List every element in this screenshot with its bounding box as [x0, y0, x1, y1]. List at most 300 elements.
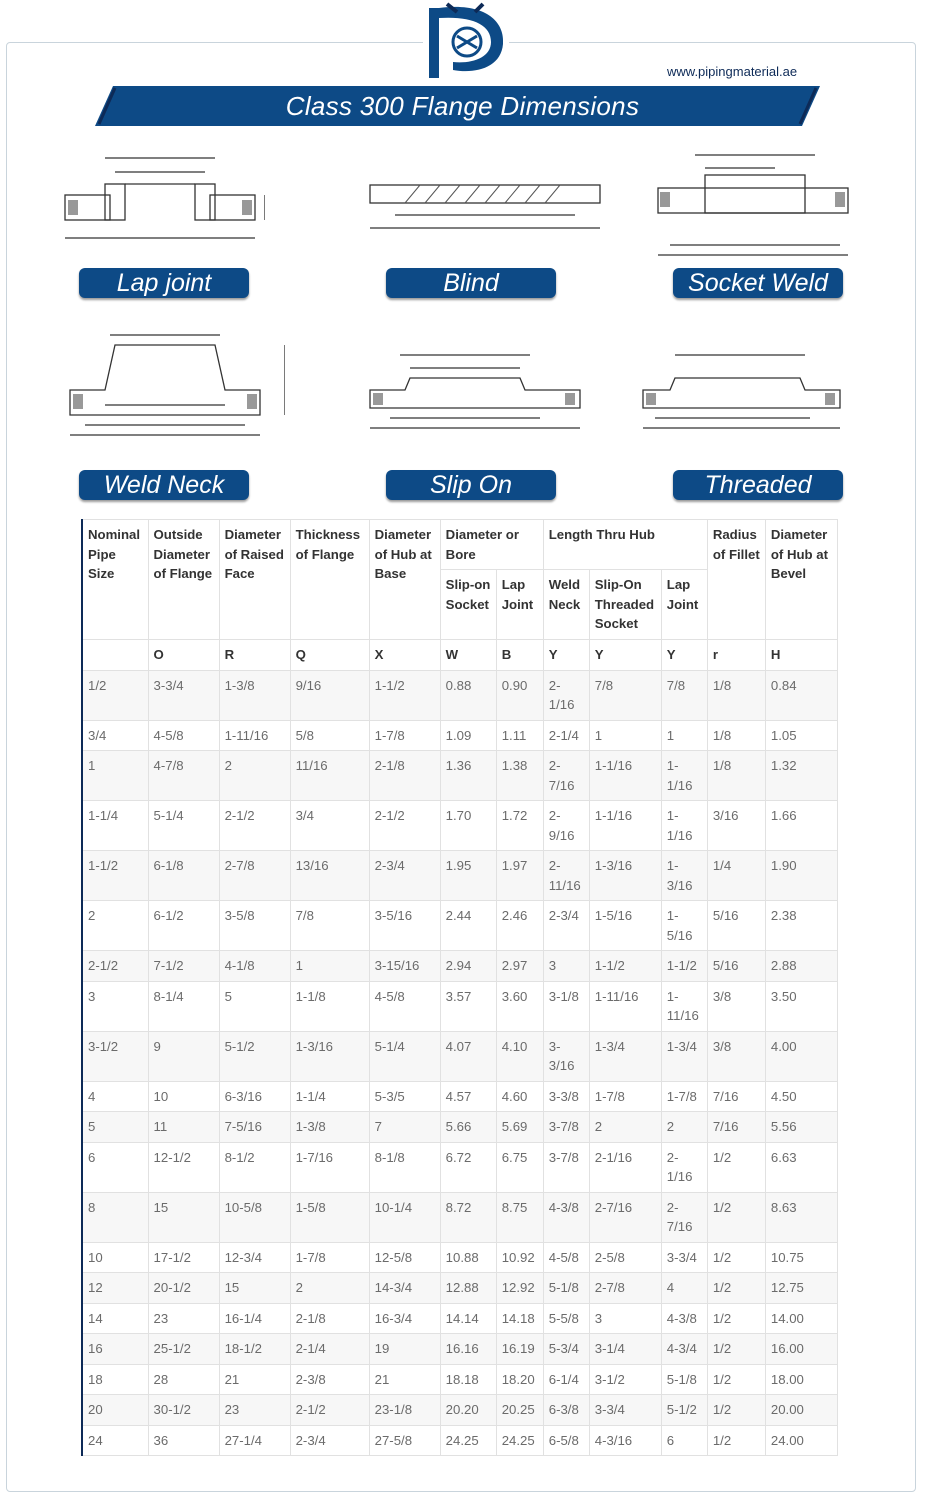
table-cell: 2	[290, 1273, 369, 1304]
table-cell: 3/8	[707, 1031, 765, 1081]
table-cell: 1-3/16	[290, 1031, 369, 1081]
table-row	[82, 1303, 838, 1334]
table-cell: 1-3/16	[589, 851, 661, 901]
table-cell: 1.70	[440, 801, 496, 851]
table-cell: 1.72	[496, 801, 543, 851]
page-title: Class 300 Flange Dimensions	[285, 91, 640, 121]
table-cell: 2-9/16	[543, 801, 589, 851]
table-cell: 8.63	[765, 1192, 837, 1242]
table-cell: 6	[661, 1425, 707, 1456]
table-cell: 1.97	[496, 851, 543, 901]
table-cell: 7-1/2	[148, 951, 219, 982]
weld-neck-drawing	[65, 330, 285, 440]
table-row	[82, 1395, 838, 1426]
table-cell: 1-11/16	[589, 981, 661, 1031]
site-url[interactable]: www.pipingmaterial.ae	[667, 64, 798, 79]
table-cell: 3-3/4	[661, 1242, 707, 1273]
table-cell: 5.69	[496, 1112, 543, 1143]
table-cell: 2.97	[496, 951, 543, 982]
subheader-slip-threaded-socket: Slip-On Threaded Socket	[589, 570, 661, 640]
table-cell: 1/8	[707, 670, 765, 720]
header-nominal: Nominal Pipe Size	[82, 520, 148, 640]
table-cell: 2-1/16	[589, 1142, 661, 1192]
table-cell: 2-11/16	[543, 851, 589, 901]
symbol-cell: Y	[543, 639, 589, 670]
table-cell: 2.88	[765, 951, 837, 982]
symbol-cell: O	[148, 639, 219, 670]
table-cell: 3-5/8	[219, 901, 290, 951]
table-cell: 20	[82, 1395, 148, 1426]
symbol-cell: W	[440, 639, 496, 670]
table-cell: 2-1/2	[290, 1395, 369, 1426]
table-cell: 2-1/16	[661, 1142, 707, 1192]
table-cell: 5-3/4	[543, 1334, 589, 1365]
table-cell: 1-7/8	[589, 1081, 661, 1112]
table-cell: 1.32	[765, 751, 837, 801]
table-cell: 3-15/16	[369, 951, 440, 982]
table-cell: 1-1/16	[661, 751, 707, 801]
table-cell: 2-1/4	[543, 720, 589, 751]
table-cell: 18.00	[765, 1364, 837, 1395]
table-cell: 5-1/2	[661, 1395, 707, 1426]
table-cell: 2.46	[496, 901, 543, 951]
table-cell: 10	[82, 1242, 148, 1273]
symbol-cell: Y	[661, 639, 707, 670]
table-cell: 1/8	[707, 751, 765, 801]
table-cell: 8.75	[496, 1192, 543, 1242]
table-row	[82, 1142, 838, 1192]
table-row	[82, 751, 838, 801]
symbol-cell: R	[219, 639, 290, 670]
socket-weld-drawing	[650, 150, 865, 260]
table-cell: 2-1/2	[369, 801, 440, 851]
table-cell: 21	[219, 1364, 290, 1395]
table-cell: 1-7/8	[290, 1242, 369, 1273]
table-cell: 24.25	[440, 1425, 496, 1456]
table-cell: 1-3/4	[589, 1031, 661, 1081]
table-cell: 1-3/8	[290, 1112, 369, 1143]
table-row	[82, 1031, 838, 1081]
table-cell: 2-3/4	[369, 851, 440, 901]
table-cell: 12.75	[765, 1273, 837, 1304]
table-cell: 2-3/8	[290, 1364, 369, 1395]
table-row	[82, 1192, 838, 1242]
table-cell: 7/8	[589, 670, 661, 720]
table-cell: 6-3/16	[219, 1081, 290, 1112]
table-cell: 1	[82, 751, 148, 801]
table-row	[82, 801, 838, 851]
table-cell: 1.90	[765, 851, 837, 901]
table-cell: 1/4	[707, 851, 765, 901]
table-cell: 20.20	[440, 1395, 496, 1426]
table-cell: 7/8	[661, 670, 707, 720]
header-hub-bevel: Diameter of Hub at Bevel	[765, 520, 837, 640]
symbol-cell: r	[707, 639, 765, 670]
table-cell: 5	[219, 981, 290, 1031]
table-cell: 5-1/4	[369, 1031, 440, 1081]
table-cell: 4	[82, 1081, 148, 1112]
table-cell: 1/2	[707, 1142, 765, 1192]
table-cell: 1/2	[707, 1364, 765, 1395]
table-cell: 6.75	[496, 1142, 543, 1192]
table-cell: 1-1/2	[589, 951, 661, 982]
table-cell: 3-5/16	[369, 901, 440, 951]
table-cell: 1/8	[707, 720, 765, 751]
table-cell: 7/16	[707, 1112, 765, 1143]
table-cell: 2-7/8	[219, 851, 290, 901]
table-cell: 27-1/4	[219, 1425, 290, 1456]
table-cell: 14.18	[496, 1303, 543, 1334]
table-cell: 4-3/8	[661, 1303, 707, 1334]
table-cell: 1-1/2	[661, 951, 707, 982]
table-row	[82, 1081, 838, 1112]
label-lap-joint: Lap joint	[79, 268, 249, 298]
table-cell: 5-1/4	[148, 801, 219, 851]
header-radius: Radius of Fillet	[707, 520, 765, 640]
table-cell: 21	[369, 1364, 440, 1395]
table-cell: 0.84	[765, 670, 837, 720]
table-cell: 2	[589, 1112, 661, 1143]
table-cell: 7-5/16	[219, 1112, 290, 1143]
table-cell: 10-1/4	[369, 1192, 440, 1242]
table-cell: 1.09	[440, 720, 496, 751]
table-cell: 10	[148, 1081, 219, 1112]
table-cell: 4.57	[440, 1081, 496, 1112]
table-cell: 1-1/4	[290, 1081, 369, 1112]
table-row	[82, 720, 838, 751]
label-slip-on: Slip On	[386, 470, 556, 500]
table-row	[82, 951, 838, 982]
table-cell: 16	[82, 1334, 148, 1365]
table-cell: 4.00	[765, 1031, 837, 1081]
table-cell: 3/16	[707, 801, 765, 851]
table-cell: 6.63	[765, 1142, 837, 1192]
table-cell: 23	[148, 1303, 219, 1334]
table-cell: 18-1/2	[219, 1334, 290, 1365]
table-cell: 3.57	[440, 981, 496, 1031]
table-cell: 11/16	[290, 751, 369, 801]
table-cell: 2-1/4	[290, 1334, 369, 1365]
table-cell: 3-3/16	[543, 1031, 589, 1081]
table-row	[82, 1334, 838, 1365]
header-thickness: Thickness of Flange	[290, 520, 369, 640]
table-row	[82, 1112, 838, 1143]
table-cell: 24.00	[765, 1425, 837, 1456]
table-cell: 2-3/4	[290, 1425, 369, 1456]
table-cell: 4-5/8	[369, 981, 440, 1031]
table-cell: 5-1/2	[219, 1031, 290, 1081]
table-cell: 3-3/4	[589, 1395, 661, 1426]
table-cell: 16-3/4	[369, 1303, 440, 1334]
symbol-cell: X	[369, 639, 440, 670]
table-cell: 1-1/16	[661, 801, 707, 851]
table-cell: 1-3/4	[661, 1031, 707, 1081]
table-cell: 12.88	[440, 1273, 496, 1304]
table-cell: 14.14	[440, 1303, 496, 1334]
header-bore: Diameter or Bore	[440, 520, 543, 570]
table-cell: 14.00	[765, 1303, 837, 1334]
table-cell: 4.50	[765, 1081, 837, 1112]
table-cell: 3/4	[290, 801, 369, 851]
table-cell: 1.66	[765, 801, 837, 851]
table-cell: 18.20	[496, 1364, 543, 1395]
table-cell: 5-5/8	[543, 1303, 589, 1334]
table-cell: 3-1/2	[589, 1364, 661, 1395]
table-cell: 1-1/2	[82, 851, 148, 901]
table-cell: 1-1/16	[589, 801, 661, 851]
table-cell: 1/2	[707, 1395, 765, 1426]
label-threaded: Threaded	[673, 470, 843, 500]
table-row	[82, 851, 838, 901]
table-cell: 2-1/2	[82, 951, 148, 982]
table-cell: 1/2	[82, 670, 148, 720]
table-cell: 5-1/8	[543, 1273, 589, 1304]
table-cell: 2	[661, 1112, 707, 1143]
table-cell: 27-5/8	[369, 1425, 440, 1456]
table-cell: 25-1/2	[148, 1334, 219, 1365]
header-outside: Outside Diameter of Flange	[148, 520, 219, 640]
table-cell: 5.56	[765, 1112, 837, 1143]
table-cell: 4-5/8	[148, 720, 219, 751]
table-cell: 1.11	[496, 720, 543, 751]
table-cell: 4-3/4	[661, 1334, 707, 1365]
table-cell: 1-5/16	[589, 901, 661, 951]
table-cell: 2.94	[440, 951, 496, 982]
table-cell: 3	[543, 951, 589, 982]
table-cell: 4-3/16	[589, 1425, 661, 1456]
table-cell: 4.10	[496, 1031, 543, 1081]
table-cell: 12-3/4	[219, 1242, 290, 1273]
subheader-lap-joint-bore: Lap Joint	[496, 570, 543, 640]
table-cell: 3/8	[707, 981, 765, 1031]
table-cell: 1/2	[707, 1425, 765, 1456]
table-row	[82, 901, 838, 951]
table-row	[82, 1273, 838, 1304]
table-cell: 2.38	[765, 901, 837, 951]
table-cell: 14-3/4	[369, 1273, 440, 1304]
table-cell: 4-5/8	[543, 1242, 589, 1273]
table-cell: 13/16	[290, 851, 369, 901]
table-cell: 6-1/8	[148, 851, 219, 901]
table-cell: 4.07	[440, 1031, 496, 1081]
table-cell: 10-5/8	[219, 1192, 290, 1242]
symbol-cell: Y	[589, 639, 661, 670]
table-cell: 15	[148, 1192, 219, 1242]
table-cell: 24	[82, 1425, 148, 1456]
label-socket-weld: Socket Weld	[673, 268, 843, 298]
table-cell: 15	[219, 1273, 290, 1304]
table-cell: 3-7/8	[543, 1112, 589, 1143]
blind-drawing	[365, 180, 605, 235]
table-cell: 20.25	[496, 1395, 543, 1426]
table-cell: 6	[82, 1142, 148, 1192]
lap-joint-drawing	[60, 150, 265, 245]
table-cell: 1/2	[707, 1334, 765, 1365]
table-cell: 2-3/4	[543, 901, 589, 951]
table-cell: 1-1/2	[369, 670, 440, 720]
table-cell: 2-5/8	[589, 1242, 661, 1273]
table-cell: 20.00	[765, 1395, 837, 1426]
table-cell: 2-1/2	[219, 801, 290, 851]
table-cell: 4-7/8	[148, 751, 219, 801]
table-cell: 1-7/16	[290, 1142, 369, 1192]
table-cell: 0.88	[440, 670, 496, 720]
table-row	[82, 1242, 838, 1273]
table-cell: 23	[219, 1395, 290, 1426]
table-cell: 5-1/8	[661, 1364, 707, 1395]
label-blind: Blind	[386, 268, 556, 298]
table-cell: 3-3/4	[148, 670, 219, 720]
header-raised: Diameter of Raised Face	[219, 520, 290, 640]
table-cell: 5	[82, 1112, 148, 1143]
table-cell: 2-1/8	[369, 751, 440, 801]
table-cell: 1	[661, 720, 707, 751]
table-cell: 3-7/8	[543, 1142, 589, 1192]
table-cell: 6-1/2	[148, 901, 219, 951]
table-cell: 1/2	[707, 1192, 765, 1242]
table-cell: 4.60	[496, 1081, 543, 1112]
symbol-cell	[82, 639, 148, 670]
header-row	[82, 520, 838, 570]
slip-on-drawing	[365, 350, 590, 435]
table-row	[82, 670, 838, 720]
table-cell: 0.90	[496, 670, 543, 720]
table-cell: 14	[82, 1303, 148, 1334]
table-cell: 2-7/16	[661, 1192, 707, 1242]
table-cell: 3-1/8	[543, 981, 589, 1031]
table-cell: 36	[148, 1425, 219, 1456]
table-cell: 2	[82, 901, 148, 951]
table-cell: 3	[589, 1303, 661, 1334]
table-cell: 8.72	[440, 1192, 496, 1242]
table-cell: 2-7/16	[589, 1192, 661, 1242]
table-cell: 8	[82, 1192, 148, 1242]
table-cell: 3-1/4	[589, 1334, 661, 1365]
threaded-drawing	[640, 350, 865, 435]
table-cell: 3.60	[496, 981, 543, 1031]
header-length: Length Thru Hub	[543, 520, 707, 570]
table-cell: 1-5/16	[661, 901, 707, 951]
table-cell: 6.72	[440, 1142, 496, 1192]
table-cell: 7/8	[290, 901, 369, 951]
table-cell: 3.50	[765, 981, 837, 1031]
table-cell: 23-1/8	[369, 1395, 440, 1426]
table-cell: 1-7/8	[661, 1081, 707, 1112]
table-cell: 3-1/2	[82, 1031, 148, 1081]
table-cell: 2-7/8	[589, 1273, 661, 1304]
table-cell: 7	[369, 1112, 440, 1143]
table-cell: 1-1/8	[290, 981, 369, 1031]
table-cell: 6-3/8	[543, 1395, 589, 1426]
table-cell: 12	[82, 1273, 148, 1304]
table-cell: 9/16	[290, 670, 369, 720]
table-cell: 1.95	[440, 851, 496, 901]
table-cell: 1-3/16	[661, 851, 707, 901]
symbol-cell: B	[496, 639, 543, 670]
subheader-lap-joint-length: Lap Joint	[661, 570, 707, 640]
table-cell: 17-1/2	[148, 1242, 219, 1273]
table-cell: 18.18	[440, 1364, 496, 1395]
table-cell: 8-1/4	[148, 981, 219, 1031]
table-cell: 12.92	[496, 1273, 543, 1304]
header-hub-base: Diameter of Hub at Base	[369, 520, 440, 640]
dimensions-table	[81, 519, 838, 1456]
subheader-weld-neck: Weld Neck	[543, 570, 589, 640]
table-row	[82, 1425, 838, 1456]
table-cell: 2-1/16	[543, 670, 589, 720]
table-row	[82, 1364, 838, 1395]
table-cell: 1	[589, 720, 661, 751]
table-cell: 1.36	[440, 751, 496, 801]
table-cell: 1/2	[707, 1242, 765, 1273]
table-cell: 4-1/8	[219, 951, 290, 982]
table-cell: 16.16	[440, 1334, 496, 1365]
table-cell: 10.88	[440, 1242, 496, 1273]
table-cell: 1-5/8	[290, 1192, 369, 1242]
table-cell: 1-1/4	[82, 801, 148, 851]
table-cell: 11	[148, 1112, 219, 1143]
table-cell: 3/4	[82, 720, 148, 751]
table-cell: 4-3/8	[543, 1192, 589, 1242]
table-cell: 28	[148, 1364, 219, 1395]
table-cell: 30-1/2	[148, 1395, 219, 1426]
table-cell: 5/8	[290, 720, 369, 751]
table-cell: 1	[290, 951, 369, 982]
table-cell: 1-11/16	[661, 981, 707, 1031]
subheader-slip-socket: Slip-on Socket	[440, 570, 496, 640]
table-cell: 5-3/5	[369, 1081, 440, 1112]
table-cell: 6-5/8	[543, 1425, 589, 1456]
site-logo[interactable]	[423, 0, 509, 82]
table-cell: 12-1/2	[148, 1142, 219, 1192]
table-cell: 4	[661, 1273, 707, 1304]
symbol-cell: Q	[290, 639, 369, 670]
table-cell: 3-3/8	[543, 1081, 589, 1112]
table-cell: 8-1/8	[369, 1142, 440, 1192]
table-cell: 9	[148, 1031, 219, 1081]
table-cell: 1-1/16	[589, 751, 661, 801]
table-cell: 18	[82, 1364, 148, 1395]
table-body	[82, 670, 838, 1456]
symbol-row	[82, 639, 838, 670]
table-row	[82, 981, 838, 1031]
table-cell: 16-1/4	[219, 1303, 290, 1334]
table-cell: 2.44	[440, 901, 496, 951]
table-cell: 1-3/8	[219, 670, 290, 720]
table-cell: 24.25	[496, 1425, 543, 1456]
table-cell: 1.05	[765, 720, 837, 751]
table-cell: 5/16	[707, 951, 765, 982]
label-weld-neck: Weld Neck	[79, 470, 249, 500]
table-cell: 2-7/16	[543, 751, 589, 801]
table-cell: 10.92	[496, 1242, 543, 1273]
table-cell: 12-5/8	[369, 1242, 440, 1273]
table-cell: 7/16	[707, 1081, 765, 1112]
symbol-cell: H	[765, 639, 837, 670]
table-cell: 1/2	[707, 1273, 765, 1304]
table-cell: 19	[369, 1334, 440, 1365]
table-cell: 16.19	[496, 1334, 543, 1365]
table-cell: 10.75	[765, 1242, 837, 1273]
table-cell: 5/16	[707, 901, 765, 951]
table-cell: 1.38	[496, 751, 543, 801]
table-cell: 3	[82, 981, 148, 1031]
table-cell: 2-1/8	[290, 1303, 369, 1334]
table-cell: 1-11/16	[219, 720, 290, 751]
table-cell: 16.00	[765, 1334, 837, 1365]
table-cell: 5.66	[440, 1112, 496, 1143]
table-cell: 2	[219, 751, 290, 801]
